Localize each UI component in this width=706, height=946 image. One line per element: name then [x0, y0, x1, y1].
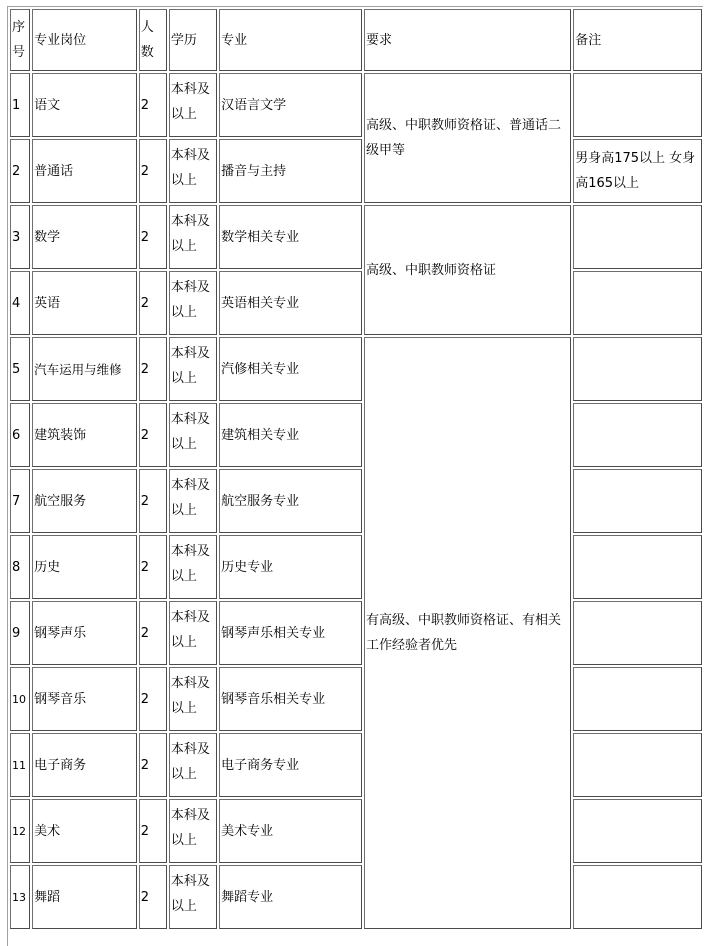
- row-education: [169, 337, 217, 401]
- row-remark: [573, 601, 702, 665]
- row-remark: [573, 271, 702, 335]
- row-education: [169, 667, 217, 731]
- row-index: 12: [10, 799, 30, 863]
- row-count: 2: [139, 601, 167, 665]
- row-major: 历史专业: [219, 535, 362, 599]
- table-row: [10, 337, 702, 401]
- row-position: 数学: [32, 205, 137, 269]
- row-remark: [573, 535, 702, 599]
- row-education: [169, 733, 217, 797]
- row-index: 13: [10, 865, 30, 929]
- header-major: 专业: [219, 9, 362, 71]
- row-education-text: 本科及以上: [170, 742, 210, 782]
- row-index: 11: [10, 733, 30, 797]
- requirement-cell: [364, 337, 571, 929]
- row-major: 美术专业: [219, 799, 362, 863]
- row-index: 7: [10, 469, 30, 533]
- row-count: 2: [139, 865, 167, 929]
- row-count: 2: [139, 73, 167, 137]
- table-row: [10, 271, 702, 335]
- row-count: 2: [139, 403, 167, 467]
- row-remark: [573, 337, 702, 401]
- row-count: 2: [139, 139, 167, 203]
- row-major: 英语相关专业: [219, 271, 362, 335]
- row-major: 建筑相关专业: [219, 403, 362, 467]
- row-major: 舞蹈专业: [219, 865, 362, 929]
- row-index: 3: [10, 205, 30, 269]
- row-education: [169, 205, 217, 269]
- row-major: 钢琴音乐相关专业: [219, 667, 362, 731]
- row-education-text: 本科及以上: [170, 82, 210, 122]
- row-position: 普通话: [32, 139, 137, 203]
- row-position: 航空服务: [32, 469, 137, 533]
- row-education-text: 本科及以上: [170, 610, 210, 650]
- table-row: [10, 667, 702, 731]
- row-education-text: 本科及以上: [170, 874, 210, 914]
- row-index: 4: [10, 271, 30, 335]
- row-major: 航空服务专业: [219, 469, 362, 533]
- row-major: 钢琴声乐相关专业: [219, 601, 362, 665]
- row-remark: [573, 205, 702, 269]
- header-education: 学历: [169, 9, 217, 71]
- table-row: [10, 799, 702, 863]
- row-remark: 男身高175以上 女身高165以上: [573, 139, 702, 203]
- requirement-cell: [364, 205, 571, 335]
- row-major: 电子商务专业: [219, 733, 362, 797]
- row-index: 2: [10, 139, 30, 203]
- row-major: 数学相关专业: [219, 205, 362, 269]
- table-row: [10, 403, 702, 467]
- row-education: [169, 73, 217, 137]
- row-position: 汽车运用与维修: [32, 337, 137, 401]
- row-position: 舞蹈: [32, 865, 137, 929]
- row-education: [169, 865, 217, 929]
- row-education-text: 本科及以上: [170, 280, 210, 320]
- row-position: 历史: [32, 535, 137, 599]
- row-count: 2: [139, 271, 167, 335]
- header-index: 序号: [10, 9, 30, 71]
- row-remark: [573, 73, 702, 137]
- row-index: 5: [10, 337, 30, 401]
- row-education-text: 本科及以上: [170, 478, 210, 518]
- row-major: 汉语言文学: [219, 73, 362, 137]
- row-major: 播音与主持: [219, 139, 362, 203]
- row-education-text: 本科及以上: [170, 544, 210, 584]
- row-education-text: 本科及以上: [170, 346, 210, 386]
- header-row: [10, 9, 702, 71]
- row-count: 2: [139, 667, 167, 731]
- row-education-text: 本科及以上: [170, 676, 210, 716]
- table-row: [10, 601, 702, 665]
- row-position: 建筑装饰: [32, 403, 137, 467]
- header-requirement: 要求: [364, 9, 571, 71]
- table-row: [10, 205, 702, 269]
- header-remark: 备注: [573, 9, 702, 71]
- recruitment-table: [8, 7, 704, 931]
- row-remark: [573, 469, 702, 533]
- row-count: 2: [139, 205, 167, 269]
- row-education-text: 本科及以上: [170, 214, 210, 254]
- table-row: [10, 73, 702, 137]
- row-position: 美术: [32, 799, 137, 863]
- table-row: [10, 733, 702, 797]
- table-row: [10, 865, 702, 929]
- requirement-text: 高级、中职教师资格证、普通话二级甲等: [365, 118, 561, 158]
- row-count: 2: [139, 337, 167, 401]
- row-remark: [573, 733, 702, 797]
- header-count: 人数: [139, 9, 167, 71]
- row-education: [169, 139, 217, 203]
- row-remark: [573, 667, 702, 731]
- row-index: 8: [10, 535, 30, 599]
- table-row: [10, 139, 702, 203]
- header-position: 专业岗位: [32, 9, 137, 71]
- row-count: 2: [139, 733, 167, 797]
- row-count: 2: [139, 535, 167, 599]
- row-education: [169, 403, 217, 467]
- requirement-cell: [364, 73, 571, 203]
- row-remark: [573, 403, 702, 467]
- row-count: 2: [139, 469, 167, 533]
- row-education: [169, 799, 217, 863]
- row-education: [169, 601, 217, 665]
- row-index: 10: [10, 667, 30, 731]
- row-position: 钢琴声乐: [32, 601, 137, 665]
- row-count: 2: [139, 799, 167, 863]
- row-position: 钢琴音乐: [32, 667, 137, 731]
- table-row: [10, 535, 702, 599]
- requirement-text: 有高级、中职教师资格证、有相关工作经验者优先: [365, 613, 561, 653]
- row-index: 1: [10, 73, 30, 137]
- row-major: 汽修相关专业: [219, 337, 362, 401]
- requirement-text: 高级、中职教师资格证: [365, 262, 496, 278]
- row-position: 语文: [32, 73, 137, 137]
- row-education-text: 本科及以上: [170, 808, 210, 848]
- row-education: [169, 535, 217, 599]
- row-index: 9: [10, 601, 30, 665]
- row-education-text: 本科及以上: [170, 148, 210, 188]
- row-education-text: 本科及以上: [170, 412, 210, 452]
- row-position: 电子商务: [32, 733, 137, 797]
- row-education: [169, 271, 217, 335]
- row-remark: [573, 865, 702, 929]
- row-remark: [573, 799, 702, 863]
- row-education: [169, 469, 217, 533]
- row-position: 英语: [32, 271, 137, 335]
- row-index: 6: [10, 403, 30, 467]
- table-row: [10, 469, 702, 533]
